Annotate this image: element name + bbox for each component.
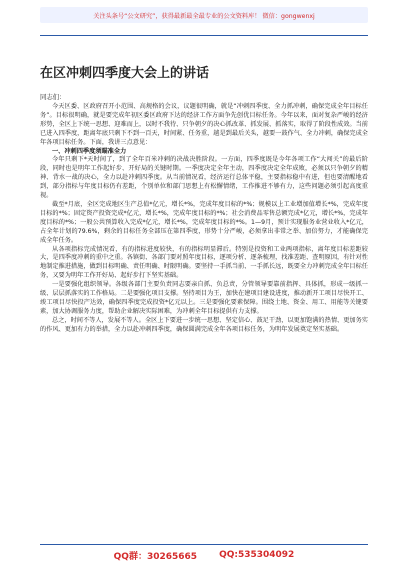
section-paragraph: 从各项指标完成情况看，有的指标进度较快，有的指标明显滞后。特别是投资和工业两项指标，离年度目标差距较大，是四季度冲刺的重中之重。各镇街、各部门要对照年度目标，逐项分析、逐条梳理，找准差距、查明原因，有针对性地制定推进措施，做到目标明确、责任明确、时限明确。要坚持一手抓当前、一手抓长远，既要全力冲刺完成全年目标任务，又要为明年工作开好局、起好步打下坚实基础。: [40, 245, 368, 280]
section-paragraph: 总之，时间不等人，发展不等人。全区上下要进一步统一思想、坚定信心、鼓足干劲，以更加饱满的热情、更加务实的作风、更加有力的举措，全力以赴冲刺四季度，确保圆满完成全年各项目标任务，为明年发展奠定坚实基础。: [40, 316, 368, 333]
section-paragraph: 截至*月底，全区完成地区生产总值*亿元，增长*%，完成年度目标的*%；规模以上工业增加值增长*%，完成年度目标的*%；固定资产投资完成*亿元，增长*%，完成年度目标的*%；社会消费品零售总额完成*亿元，增长*%，完成年度目标的*%；一般公共预算收入完成*亿元，增长*%，完成年度目标的*%。1—9月，预计实现服务业营业收入*亿元，占全年计划的79.6%，剩余的目标任务全部压在第四季度，形势十分严峻，必须拿出非常之举、加倍努力，才能确保完成全年任务。: [40, 200, 368, 244]
footer-divider: [40, 544, 368, 545]
greeting: 同志们：: [40, 93, 66, 101]
document-title: 在区冲刺四季度大会上的讲话: [40, 66, 210, 81]
intro-paragraph: 今天区委、区政府召开小范围、高规格的会议，议题很明确，就是“冲刺四季度、全力抓冲刺，确保完成全年目标任务”。目标很明确，就是要完成年初区委区政府下达的经济工作方面争先创优目标任务。今年以来，面对复杂严峻的经济形势，全区上下统一思想、迎难而上，以时不我待、只争朝夕的决心抓改革、抓发展、抓落实，取得了阶段性成效。当前已进入四季度，距离年底只剩下不到一百天，时间紧、任务重，越是到最后关头，越要一鼓作气、全力冲刺，确保完成全年各项目标任务。下面，我讲三点意见：: [40, 103, 368, 146]
section-paragraph: 一是要强化组织领导。各级各部门主要负责同志要亲自抓、负总责，分管领导要靠前指挥、具体抓，形成一级抓一级、层层抓落实的工作格局。二是要强化项目支撑。坚持项目为王，加快在建项目建设进度，推动新开工项目尽快开工、竣工项目尽快投产达效，确保四季度完成投资*亿元以上。三是要强化要素保障。围绕土地、资金、用工、用能等关键要素，加大协调服务力度，帮助企业解决实际困难，为冲刺全年目标提供有力支撑。: [40, 281, 368, 315]
promo-banner: 关注头条号“公文研究”，获得最新最全最专业的公文资料库！ 微信：gongwenxj: [40, 7, 368, 23]
section-paragraph: 今年只剩下*天时间了，到了全年百米冲刺的决战决胜阶段。一方面，四季度既是今年各项工作“大闯关”的最后阶段，同时也是明年工作起好步、开好局的关键时期。一季度决定全年主动，四季度决定全年成败，必须以只争朝夕的精神、背水一战的决心，全力以赴冲刺四季度。从当前情况看，经济运行总体平稳，主要指标稳中有进，但也要清醒地看到，部分指标与年度目标仍有差距，个别单位和部门思想上有松懈情绪，工作推进不够有力，这些问题必须引起高度重视。: [40, 156, 368, 200]
footer: [40, 547, 368, 563]
document-body: [40, 103, 368, 335]
header-divider: [40, 35, 368, 36]
footer-qq-group: QQ群：30265665: [113, 551, 198, 562]
footer-qq: QQ:535304092: [219, 550, 295, 560]
section-heading: 一、冲刺四季度须瞄准全力: [52, 147, 127, 155]
